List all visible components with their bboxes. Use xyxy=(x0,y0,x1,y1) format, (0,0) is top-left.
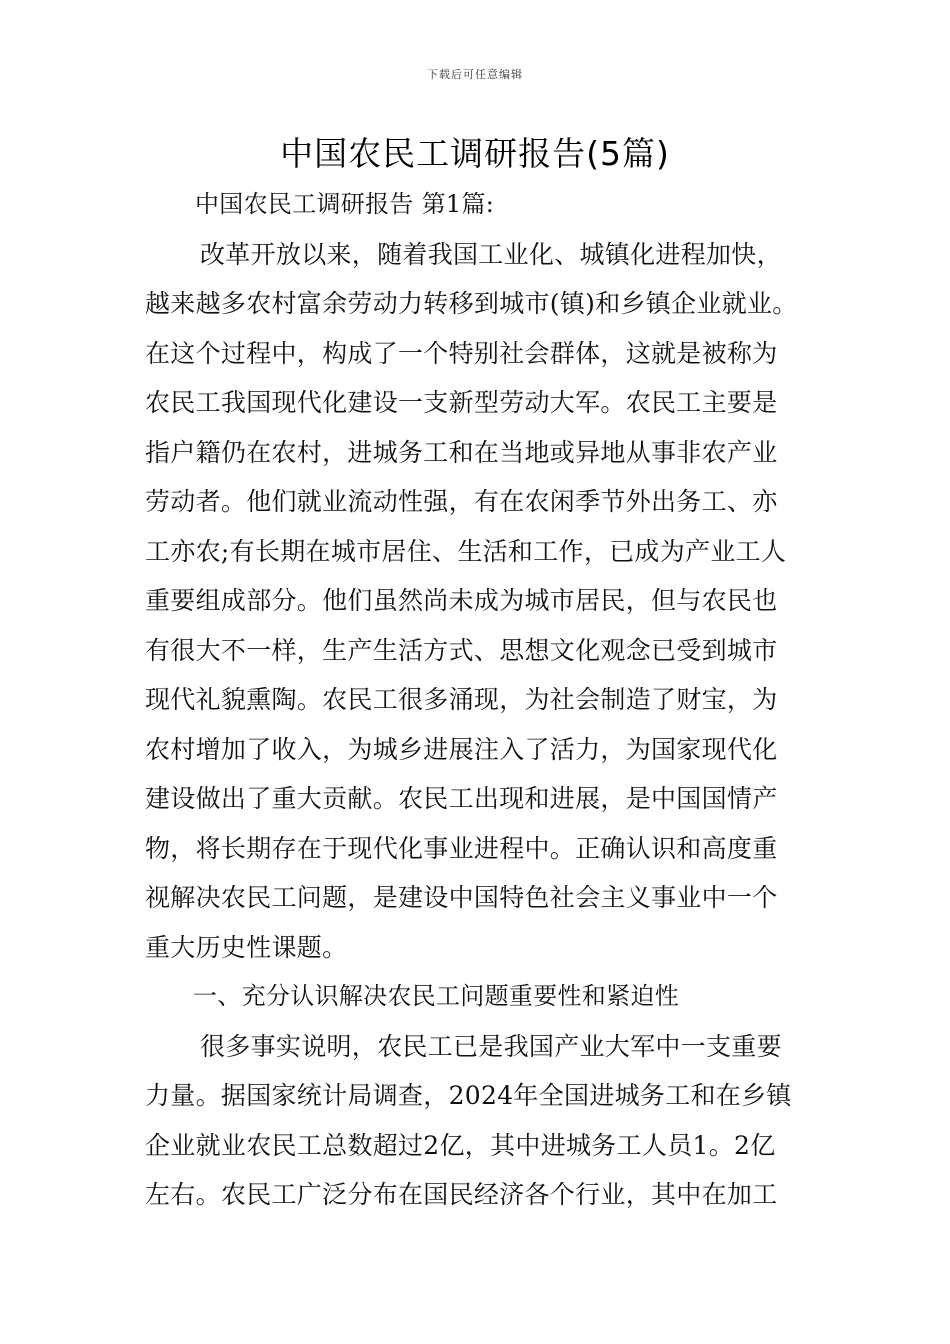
paragraph-line: 越来越多农村富余劳动力转移到城市(镇)和乡镇企业就业。 xyxy=(145,289,798,318)
paragraph-line: 在这个过程中，构成了一个特别社会群体，这就是被称为 xyxy=(145,338,778,368)
paragraph-line: 很多事实说明，农民工已是我国产业大军中一支重要 xyxy=(200,1031,782,1061)
header-note: 下载后可任意编辑 xyxy=(427,68,523,81)
paragraph-line: 重大历史性课题。 xyxy=(145,932,348,962)
paragraph-line: 左右。农民工广泛分布在国民经济各个行业，其中在加工 xyxy=(145,1180,778,1209)
paragraph-line: 指户籍仍在农村，进城务工和在当地或异地从事非农产业 xyxy=(145,437,778,467)
paragraph-line: 建设做出了重大贡献。农民工出现和进展，是中国国情产 xyxy=(145,784,778,813)
paragraph-line: 改革开放以来，随着我国工业化、城镇化进程加快， xyxy=(200,239,782,269)
section-heading: 一、充分认识解决农民工问题重要性和紧迫性 xyxy=(193,982,679,1010)
document-body xyxy=(145,180,810,1220)
paragraph-line: 劳动者。他们就业流动性强，有在农闲季节外出务工、亦 xyxy=(145,487,778,516)
paragraph-line: 工亦农;有长期在城市居住、生活和工作，已成为产业工人 xyxy=(145,536,787,566)
paragraph-line: 企业就业农民工总数超过2亿，其中进城务工人员1。2亿 xyxy=(145,1130,776,1160)
paragraph-line: 现代礼貌熏陶。农民工很多涌现，为社会制造了财宝，为 xyxy=(145,685,778,714)
paragraph-line: 物，将长期存在于现代化事业进程中。正确认识和高度重 xyxy=(145,833,778,863)
paragraph-line: 有很大不一样，生产生活方式、思想文化观念已受到城市 xyxy=(145,635,778,665)
paragraph-line: 农村增加了收入，为城乡进展注入了活力，为国家现代化 xyxy=(145,734,778,764)
paragraph-line: 农民工我国现代化建设一支新型劳动大军。农民工主要是 xyxy=(145,388,778,417)
paragraph-line: 视解决农民工问题，是建设中国特色社会主义事业中一个 xyxy=(145,883,778,912)
document-title: 中国农民工调研报告(5篇) xyxy=(280,134,670,173)
paragraph-line: 力量。据国家统计局调查，2024年全国进城务工和在乡镇 xyxy=(145,1081,792,1110)
paragraph-line: 重要组成部分。他们虽然尚未成为城市居民，但与农民也 xyxy=(145,586,778,615)
article-subtitle: 中国农民工调研报告 第1篇: xyxy=(195,190,495,218)
